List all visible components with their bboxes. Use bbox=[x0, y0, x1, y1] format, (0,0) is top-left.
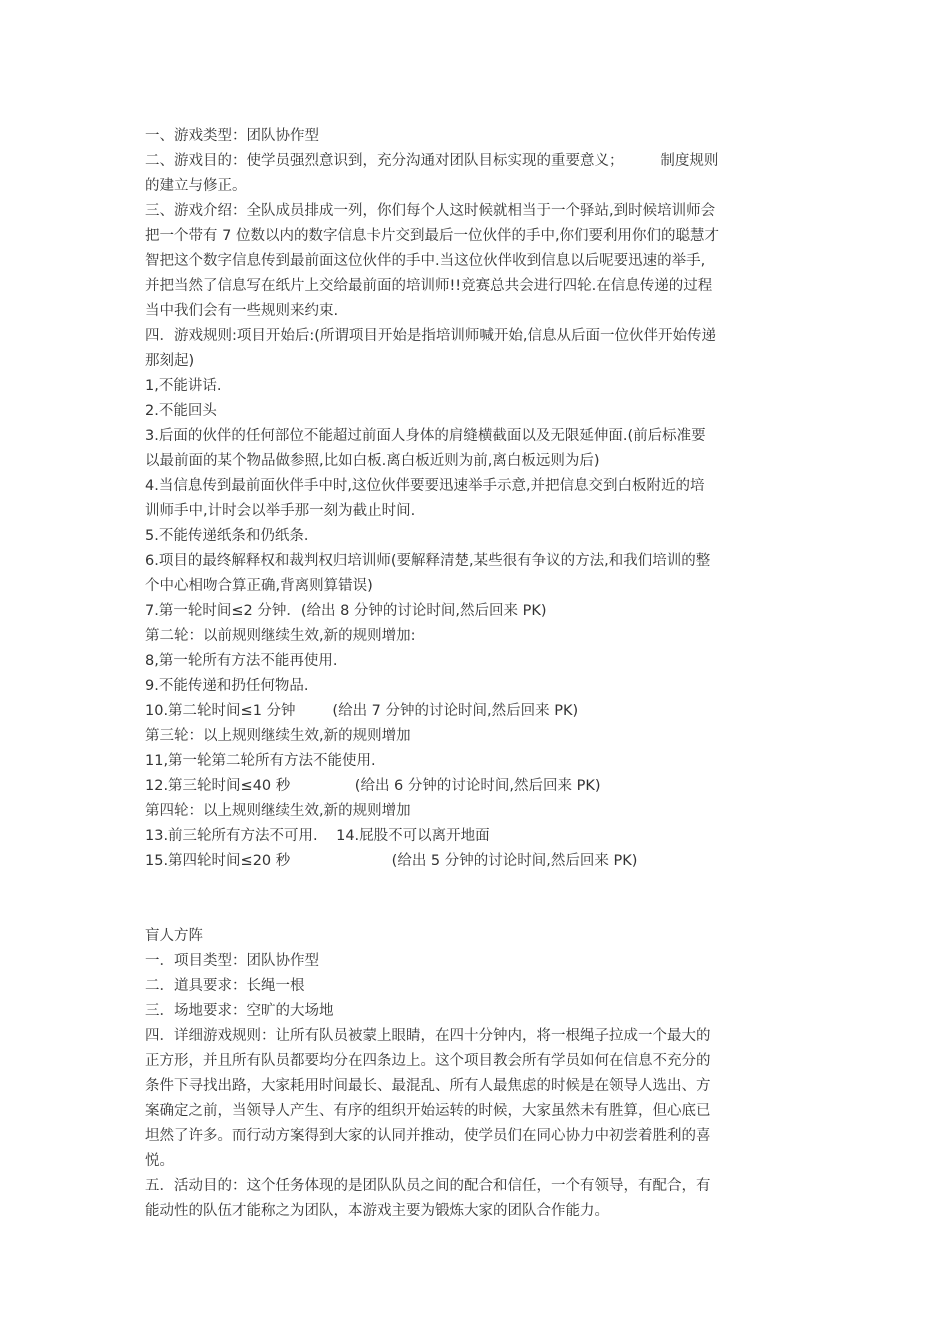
rule-line: 12.第三轮时间≤40 秒 (给出 6 分钟的讨论时间,然后回来 PK) bbox=[145, 778, 601, 794]
document-body bbox=[145, 124, 810, 1224]
text-line: 智把这个数字信息传到最前面这位伙伴的手中.当这位伙伴收到信息以后呢要迅速的举手, bbox=[145, 253, 706, 269]
rule-line: 4.当信息传到最前面伙伴手中时,这位伙伴要要迅速举手示意,并把信息交到白板附近的培 bbox=[145, 478, 705, 494]
section-spacer bbox=[145, 874, 810, 924]
rule-line: 8,第一轮所有方法不能再使用. bbox=[145, 653, 338, 669]
round-heading: 第三轮：以上规则继续生效,新的规则增加 bbox=[145, 728, 411, 744]
rule-line: 个中心相吻合算正确,背离则算错误) bbox=[145, 578, 373, 594]
rule-line: 10.第二轮时间≤1 分钟 (给出 7 分钟的讨论时间,然后回来 PK) bbox=[145, 703, 579, 719]
text-line: 四．游戏规则:项目开始后:(所谓项目开始是指培训师喊开始,信息从后面一位伙伴开始传递 bbox=[145, 328, 717, 344]
rule-line: 7.第一轮时间≤2 分钟．(给出 8 分钟的讨论时间,然后回来 PK) bbox=[145, 603, 547, 619]
rule-line: 5.不能传递纸条和仍纸条． bbox=[145, 528, 319, 544]
text-line: 一、游戏类型：团队协作型 bbox=[145, 128, 319, 144]
text-line: 二、游戏目的：使学员强烈意识到，充分沟通对团队目标实现的重要意义； 制度规则 bbox=[145, 153, 719, 169]
text-line: 悦。 bbox=[145, 1153, 174, 1169]
rule-line: 13.前三轮所有方法不可用. 14.屁股不可以离开地面 bbox=[145, 828, 490, 844]
text-line: 把一个带有 7 位数以内的数字信息卡片交到最后一位伙伴的手中,你们要利用你们的聪慧才 bbox=[145, 228, 720, 244]
section-title: 盲人方阵 bbox=[145, 928, 203, 944]
rule-line: 15.第四轮时间≤20 秒 (给出 5 分钟的讨论时间,然后回来 PK) bbox=[145, 853, 638, 869]
text-line: 五．活动目的：这个任务体现的是团队队员之间的配合和信任，一个有领导，有配合，有 bbox=[145, 1178, 711, 1194]
rule-line: 3.后面的伙伴的任何部位不能超过前面人身体的肩缝横截面以及无限延伸面.(前后标准要 bbox=[145, 428, 706, 444]
text-line: 四．详细游戏规则：让所有队员被蒙上眼睛，在四十分钟内，将一根绳子拉成一个最大的 bbox=[145, 1028, 711, 1044]
rule-line: 2.不能回头 bbox=[145, 403, 217, 419]
text-line: 正方形，并且所有队员都要均分在四条边上。这个项目教会所有学员如何在信息不充分的 bbox=[145, 1053, 711, 1069]
text-line: 一．项目类型：团队协作型 bbox=[145, 953, 319, 969]
text-line: 案确定之前，当领导人产生、有序的组织开始运转的时候，大家虽然未有胜算，但心底已 bbox=[145, 1103, 711, 1119]
text-line: 并把当然了信息写在纸片上交给最前面的培训师!!竞赛总共会进行四轮.在信息传递的过程 bbox=[145, 278, 713, 294]
section-telephone-game bbox=[145, 124, 810, 874]
text-line: 的建立与修正。 bbox=[145, 178, 247, 194]
text-line: 那刻起) bbox=[145, 353, 195, 369]
rule-line: 1,不能讲话. bbox=[145, 378, 222, 394]
text-line: 当中我们会有一些规则来约束. bbox=[145, 303, 339, 319]
section-blind-square bbox=[145, 924, 810, 1224]
rule-line: 9.不能传递和扔任何物品. bbox=[145, 678, 309, 694]
text-line: 条件下寻找出路，大家耗用时间最长、最混乱、所有人最焦虑的时候是在领导人选出、方 bbox=[145, 1078, 711, 1094]
text-line: 坦然了许多。而行动方案得到大家的认同并推动，使学员们在同心协力中初尝着胜利的喜 bbox=[145, 1128, 711, 1144]
text-line: 能动性的队伍才能称之为团队，本游戏主要为锻炼大家的团队合作能力。 bbox=[145, 1203, 609, 1219]
rule-line: 训师手中,计时会以举手那一刻为截止时间. bbox=[145, 503, 416, 519]
round-heading: 第二轮：以前规则继续生效,新的规则增加: bbox=[145, 628, 416, 644]
round-heading: 第四轮：以上规则继续生效,新的规则增加 bbox=[145, 803, 411, 819]
rule-line: 以最前面的某个物品做参照,比如白板.离白板近则为前,离白板远则为后) bbox=[145, 453, 600, 469]
text-line: 三．场地要求：空旷的大场地 bbox=[145, 1003, 334, 1019]
text-line: 二．道具要求：长绳一根 bbox=[145, 978, 305, 994]
rule-line: 11,第一轮第二轮所有方法不能使用. bbox=[145, 753, 376, 769]
rule-line: 6.项目的最终解释权和裁判权归培训师(要解释清楚,某些很有争议的方法,和我们培训的整 bbox=[145, 553, 711, 569]
text-line: 三、游戏介绍：全队成员排成一列，你们每个人这时候就相当于一个驿站,到时候培训师会 bbox=[145, 203, 716, 219]
